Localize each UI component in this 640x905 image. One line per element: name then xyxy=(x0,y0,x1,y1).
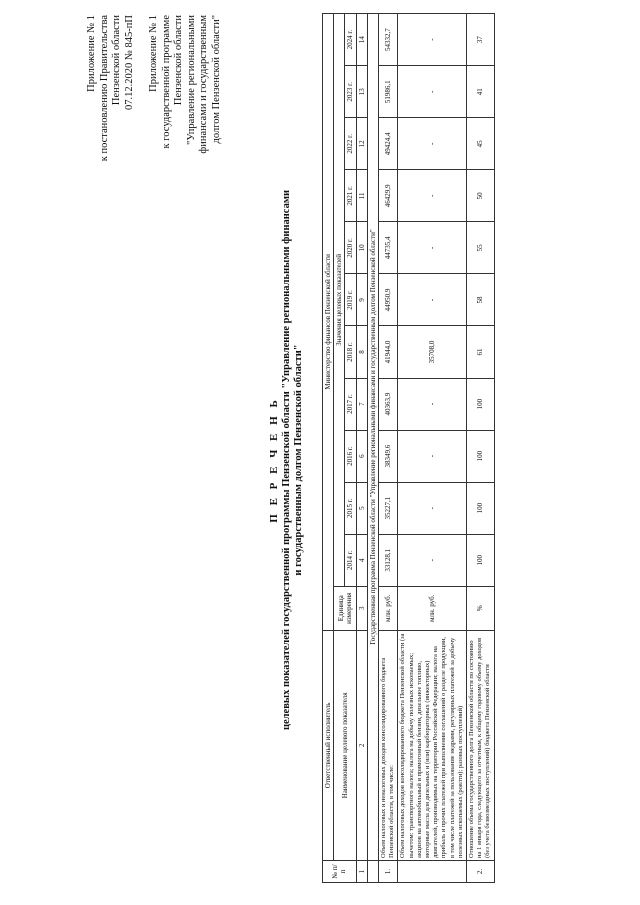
appendix-line: Пензенской области xyxy=(111,15,122,106)
row-value: 46429,9 xyxy=(379,170,398,222)
column-number: 9 xyxy=(356,274,367,326)
row-value: 45 xyxy=(467,118,495,170)
header-executor-value: Министерство финансов Пензенской области xyxy=(323,14,334,631)
column-number: 12 xyxy=(356,118,367,170)
year-header: 2015 г. xyxy=(345,482,356,534)
row-value: - xyxy=(398,378,467,430)
header-number: № п/п xyxy=(323,860,357,882)
header-values: Значения целевых показателей xyxy=(334,14,345,587)
row-indicator-name: Объем налоговых и неналоговых доходов консолидированного бюджета Пензенской области, в том числе: xyxy=(379,630,398,860)
appendix-block xyxy=(86,15,223,275)
column-number: 14 xyxy=(356,14,367,66)
header-indicator-name: Наименование целевого показателя xyxy=(334,630,356,860)
program-row: Государственная программа Пензенской области "Управление региональными финансами и государственным долгом Пензенской области" xyxy=(367,14,378,861)
column-number: 13 xyxy=(356,66,367,118)
title-line: целевых показателей государственной программы Пензенской области "Управление региональными финансами xyxy=(280,189,292,731)
row-value: - xyxy=(398,534,467,586)
column-number: 5 xyxy=(356,482,367,534)
row-number: 1. xyxy=(379,860,398,882)
column-number: 1 xyxy=(356,860,367,882)
row-value: 33128,1 xyxy=(379,534,398,586)
year-header: 2018 г. xyxy=(345,326,356,378)
row-value: 49424,4 xyxy=(379,118,398,170)
row-unit: % xyxy=(467,586,495,630)
row-value: - xyxy=(398,430,467,482)
appendix-line: Приложение № 1 xyxy=(86,15,97,92)
program-row-spacer xyxy=(367,860,378,882)
year-header: 2020 г. xyxy=(345,222,356,274)
column-number: 2 xyxy=(356,630,367,860)
row-value: 37 xyxy=(467,14,495,66)
appendix-line: к постановлению Правительства xyxy=(98,15,110,162)
row-indicator-name: Отношение объема государственного долга Пензенской области по состоянию на 1 января года, следующего за отчетным, к общему годовому объему доходов (без учета безвозмездных поступлений) бюджета Пензенской области xyxy=(467,630,495,860)
column-number: 11 xyxy=(356,170,367,222)
row-unit: млн. руб. xyxy=(379,586,398,630)
row-value: 50 xyxy=(467,170,495,222)
appendix-line: Пензенской области xyxy=(173,15,184,106)
year-header: 2023 г. xyxy=(345,66,356,118)
row-value: - xyxy=(398,66,467,118)
year-header: 2022 г. xyxy=(345,118,356,170)
row-value: 38349,6 xyxy=(379,430,398,482)
row-number xyxy=(398,860,467,882)
row-value: - xyxy=(398,222,467,274)
row-value: 54332,7 xyxy=(379,14,398,66)
column-number-row xyxy=(356,14,367,883)
appendix-line: "Управление региональными xyxy=(185,15,197,145)
appendix-line: долгом Пензенской области" xyxy=(210,15,222,144)
row-value: 100 xyxy=(467,534,495,586)
row-value: 61 xyxy=(467,326,495,378)
year-header: 2024 г. xyxy=(345,14,356,66)
row-value: 40363,9 xyxy=(379,378,398,430)
title-line: и государственным долгом Пензенской области" xyxy=(293,344,304,576)
column-number: 4 xyxy=(356,534,367,586)
row-value: 35708,0 xyxy=(398,326,467,378)
document-title xyxy=(268,135,306,785)
year-header: 2016 г. xyxy=(345,430,356,482)
row-value: 44735,4 xyxy=(379,222,398,274)
column-number: 10 xyxy=(356,222,367,274)
row-indicator-name: Объем налоговых доходов консолидированного бюджета Пензенской области (за вычетом: транспортного налога; налога на добычу полезных ископаемых; акцизов на автомобильный и прямогонный бензин, дизельное топливо, моторные масла для дизельных и (или) карбюраторных (инжекторных) двигателей, производимых на территории Российской Федерации; налога на прибыль и прочих платежей при выполнении соглашений о разделе продукции, в том числе платежей за пользование недрами, регулярных платежей за добычу полезных ископаемых (роялти); разовых поступлений) xyxy=(398,630,467,860)
row-value: 55 xyxy=(467,222,495,274)
header-executor: Ответственный исполнитель xyxy=(323,630,334,860)
row-value: 100 xyxy=(467,378,495,430)
header-unit: Единица измерения xyxy=(334,586,356,630)
row-value: - xyxy=(398,274,467,326)
year-header: 2017 г. xyxy=(345,378,356,430)
row-value: 35227,1 xyxy=(379,482,398,534)
column-number: 6 xyxy=(356,430,367,482)
appendix-line: 07.12.2020 № 845-пП xyxy=(123,15,135,110)
appendix-line: Приложение № 1 xyxy=(148,15,159,92)
title-main: П Е Р Е Ч Е Н Ь xyxy=(268,397,280,523)
table-row xyxy=(398,14,467,883)
row-number: 2. xyxy=(467,860,495,882)
row-unit: млн. руб. xyxy=(398,586,467,630)
appendix-line: к государственной программе xyxy=(160,15,172,149)
table-body xyxy=(379,14,495,883)
column-number: 3 xyxy=(356,586,367,630)
row-value: 41944,0 xyxy=(379,326,398,378)
row-value: 51986,1 xyxy=(379,66,398,118)
row-value: - xyxy=(398,170,467,222)
row-value: - xyxy=(398,482,467,534)
row-value: 100 xyxy=(467,430,495,482)
year-header: 2019 г. xyxy=(345,274,356,326)
table-row xyxy=(467,14,495,883)
row-value: 41 xyxy=(467,66,495,118)
row-value: 58 xyxy=(467,274,495,326)
row-value: 100 xyxy=(467,482,495,534)
year-header: 2014 г. xyxy=(345,534,356,586)
indicators-table-wrap xyxy=(322,13,495,883)
year-header: 2021 г. xyxy=(345,170,356,222)
appendix-line: финансами и государственным xyxy=(198,15,209,154)
row-value: - xyxy=(398,118,467,170)
indicators-table xyxy=(322,13,495,883)
row-value: - xyxy=(398,14,467,66)
row-value: 44950,9 xyxy=(379,274,398,326)
table-row xyxy=(379,14,398,883)
column-number: 8 xyxy=(356,326,367,378)
column-number: 7 xyxy=(356,378,367,430)
